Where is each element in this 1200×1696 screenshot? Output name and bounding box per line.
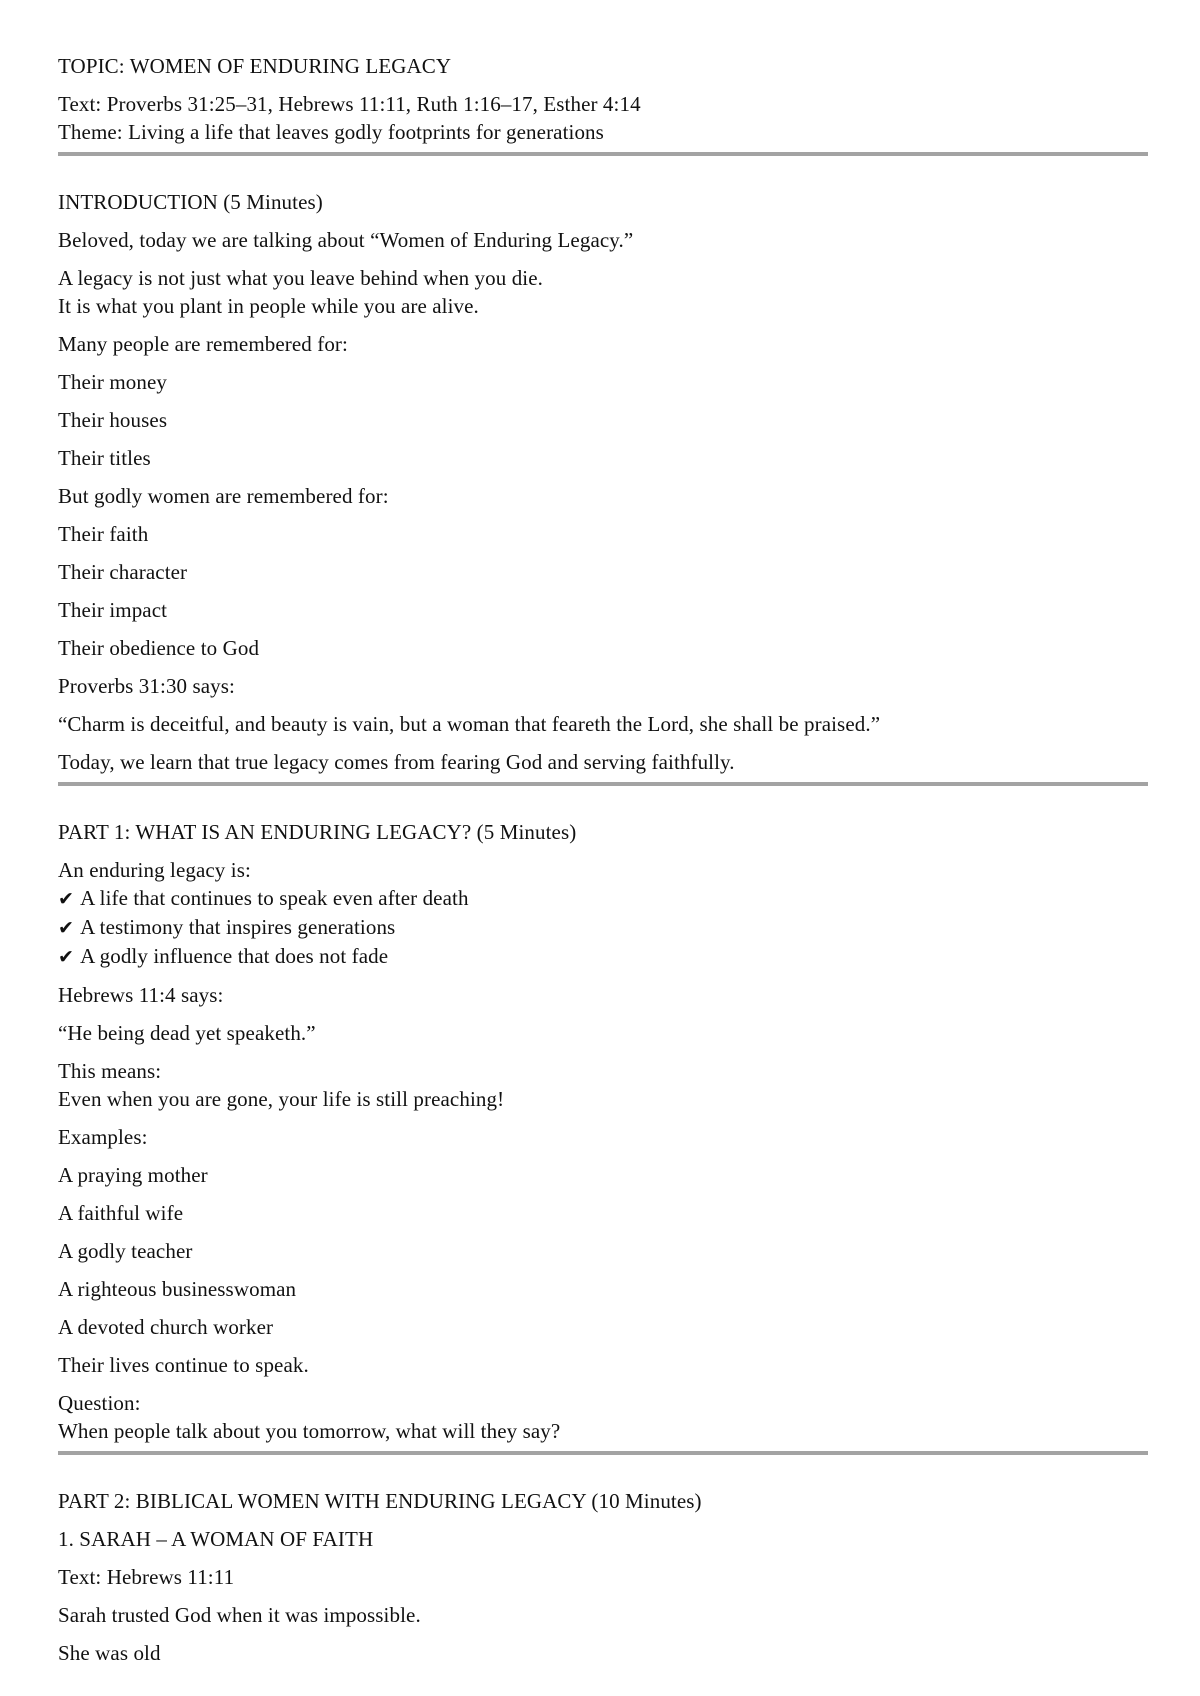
part1-line: When people talk about you tomorrow, what will they say? (58, 1419, 561, 1443)
example-item: A praying mother (58, 1163, 208, 1187)
intro-quote: “Charm is deceitful, and beauty is vain, but a woman that feareth the Lord, she shall be praised.” (58, 712, 881, 736)
part1-line: Examples: (58, 1125, 148, 1149)
intro-list-item: Their obedience to God (58, 636, 260, 660)
example-item: A righteous businesswoman (58, 1277, 297, 1301)
part1-line: Hebrews 11:4 says: (58, 983, 224, 1007)
theme-line: Theme: Living a life that leaves godly footprints for generations (58, 120, 604, 144)
document-page (58, 52, 1148, 1667)
example-item: A faithful wife (58, 1201, 184, 1225)
example-item: A godly teacher (58, 1239, 193, 1263)
part2-heading: PART 2: BIBLICAL WOMEN WITH ENDURING LEGACY (10 Minutes) (58, 1489, 702, 1513)
intro-list-item: Their houses (58, 408, 168, 432)
intro-line: Many people are remembered for: (58, 332, 348, 356)
part2-line: She was old (58, 1641, 161, 1665)
part1-heading: PART 1: WHAT IS AN ENDURING LEGACY? (5 Minutes) (58, 820, 577, 844)
intro-list-item: Their impact (58, 598, 168, 622)
part1-intro: An enduring legacy is: (58, 858, 251, 882)
intro-line: A legacy is not just what you leave behind when you die. (58, 266, 544, 290)
scripture-text: Text: Proverbs 31:25–31, Hebrews 11:11, Ruth 1:16–17, Esther 4:14 (58, 92, 641, 116)
intro-line: It is what you plant in people while you are alive. (58, 294, 479, 318)
checkmark-item: ✔ A godly influence that does not fade (58, 942, 1148, 971)
checkmark-item: ✔ A life that continues to speak even after death (58, 884, 1148, 913)
intro-line: Today, we learn that true legacy comes from fearing God and serving faithfully. (58, 750, 735, 774)
intro-heading: INTRODUCTION (5 Minutes) (58, 190, 323, 214)
intro-list-item: Their money (58, 370, 167, 394)
part1-line: This means: (58, 1059, 162, 1083)
intro-list-item: Their titles (58, 446, 151, 470)
section-divider (58, 1451, 1148, 1455)
part1-line: Even when you are gone, your life is still preaching! (58, 1087, 505, 1111)
part1-line: Their lives continue to speak. (58, 1353, 309, 1377)
checkmark-item: ✔ A testimony that inspires generations (58, 913, 1148, 942)
example-item: A devoted church worker (58, 1315, 274, 1339)
part1-line: Question: (58, 1391, 141, 1415)
section-divider (58, 152, 1148, 156)
intro-list-item: Their character (58, 560, 188, 584)
topic-heading: TOPIC: WOMEN OF ENDURING LEGACY (58, 54, 452, 78)
intro-line: But godly women are remembered for: (58, 484, 389, 508)
intro-line: Proverbs 31:30 says: (58, 674, 235, 698)
part2-line: Text: Hebrews 11:11 (58, 1565, 235, 1589)
part1-quote: “He being dead yet speaketh.” (58, 1021, 316, 1045)
intro-line: Beloved, today we are talking about “Women of Enduring Legacy.” (58, 228, 634, 252)
part2-line: Sarah trusted God when it was impossible. (58, 1603, 421, 1627)
part2-subheading: 1. SARAH – A WOMAN OF FAITH (58, 1527, 374, 1551)
intro-list-item: Their faith (58, 522, 149, 546)
section-divider (58, 782, 1148, 786)
